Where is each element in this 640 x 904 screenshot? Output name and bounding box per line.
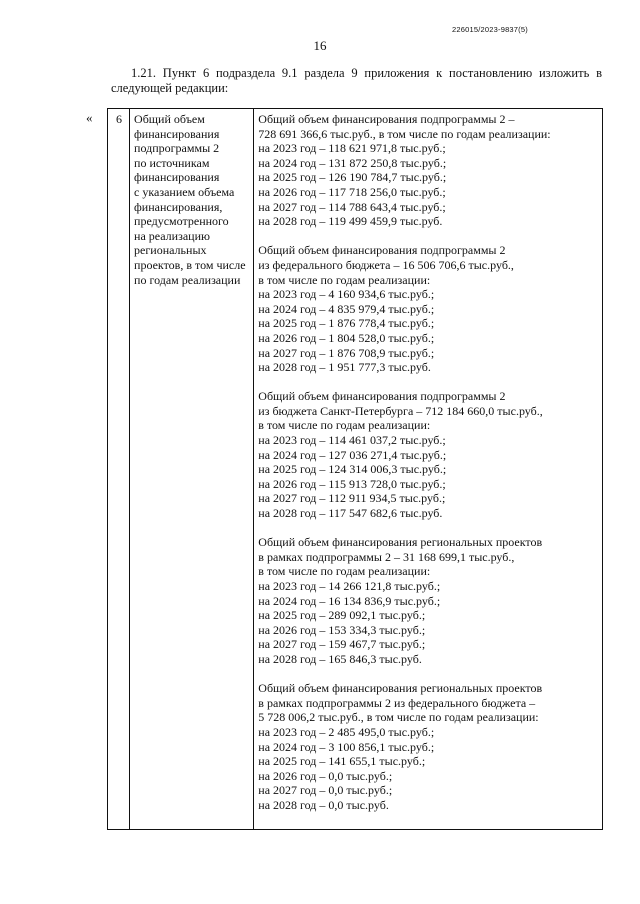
- financing-year-line: на 2028 год – 117 547 682,6 тыс.руб.: [258, 506, 443, 521]
- financing-year-line: на 2028 год – 1 951 777,3 тыс.руб.: [258, 360, 431, 375]
- financing-year-line: на 2023 год – 114 461 037,2 тыс.руб.;: [258, 433, 446, 448]
- financing-block-title: Общий объем финансирования подпрограммы 2 из бюджета Санкт-Петербурга – 712 184 660,0 тыс.руб., в том числе по годам реализации:: [258, 389, 543, 433]
- financing-year-line: на 2028 год – 119 499 459,9 тыс.руб.: [258, 214, 443, 229]
- financing-year-line: на 2023 год – 2 485 495,0 тыс.руб.;: [258, 724, 435, 739]
- financing-year-line: на 2025 год – 124 314 006,3 тыс.руб.;: [258, 462, 447, 477]
- row-value-cell: [254, 109, 603, 830]
- financing-block-title: Общий объем финансирования региональных проектов в рамках подпрограммы 2 – 31 168 699,1 тыс.руб., в том числе по годам реализации:: [258, 535, 543, 579]
- financing-year-line: на 2026 год – 1 804 528,0 тыс.руб.;: [258, 330, 435, 345]
- financing-year-line: на 2025 год – 126 190 784,7 тыс.руб.;: [258, 170, 447, 185]
- financing-year-line: на 2025 год – 141 655,1 тыс.руб.;: [258, 754, 426, 769]
- financing-block: [258, 112, 599, 229]
- financing-year-line: на 2026 год – 117 718 256,0 тыс.руб.;: [258, 184, 446, 199]
- financing-block: [258, 243, 599, 374]
- opening-quote-mark: «: [86, 110, 93, 125]
- financing-block: [258, 389, 599, 520]
- financing-year-line: на 2024 год – 127 036 271,4 тыс.руб.;: [258, 447, 447, 462]
- financing-year-line: на 2023 год – 118 621 971,8 тыс.руб.;: [258, 141, 446, 156]
- financing-year-line: на 2025 год – 289 092,1 тыс.руб.;: [258, 608, 426, 623]
- row-number: 6: [108, 109, 130, 830]
- financing-year-line: на 2027 год – 1 876 708,9 тыс.руб.;: [258, 345, 435, 360]
- financing-table: [107, 108, 603, 830]
- financing-year-line: на 2026 год – 153 334,3 тыс.руб.;: [258, 622, 426, 637]
- financing-block-title: Общий объем финансирования региональных проектов в рамках подпрограммы 2 из федерального бюджета – 5 728 006,2 тыс.руб., в том числе по годам реализации:: [258, 681, 543, 725]
- row-label-cell: [130, 109, 254, 830]
- table-row: [108, 109, 603, 830]
- page-number: 16: [313, 38, 327, 53]
- financing-year-line: на 2028 год – 165 846,3 тыс.руб.: [258, 651, 422, 666]
- financing-year-line: на 2027 год – 0,0 тыс.руб.;: [258, 783, 393, 798]
- financing-year-line: на 2025 год – 1 876 778,4 тыс.руб.;: [258, 316, 435, 331]
- financing-year-line: на 2024 год – 3 100 856,1 тыс.руб.;: [258, 739, 435, 754]
- financing-year-line: на 2024 год – 16 134 836,9 тыс.руб.;: [258, 593, 441, 608]
- financing-year-line: на 2027 год – 159 467,7 тыс.руб.;: [258, 637, 426, 652]
- amendment-intro-paragraph: 1.21. Пункт 6 подраздела 9.1 раздела 9 приложения к постановлению изложить в следующей редакции:: [111, 66, 602, 95]
- financing-block-title: Общий объем финансирования подпрограммы 2 – 728 691 366,6 тыс.руб., в том числе по годам реализации:: [258, 112, 551, 141]
- financing-year-line: на 2023 год – 14 266 121,8 тыс.руб.;: [258, 579, 441, 593]
- financing-blocks: [258, 112, 599, 813]
- financing-block: [258, 535, 599, 666]
- financing-year-line: на 2024 год – 4 835 979,4 тыс.руб.;: [258, 301, 435, 316]
- financing-year-line: на 2026 год – 115 913 728,0 тыс.руб.;: [258, 476, 446, 491]
- financing-block-title: Общий объем финансирования подпрограммы 2 из федерального бюджета – 16 506 706,6 тыс.руб., в том числе по годам реализации:: [258, 243, 514, 287]
- row-label-text: Общий объем финансирования подпрограммы 2 по источникам финансирования с указанием объема финансирования, предусмотренного на реализацию региональных проектов, в том числе по годам реализации: [134, 112, 246, 287]
- document-registration-number: 226015/2023-9837(5): [452, 25, 528, 34]
- financing-year-line: на 2027 год – 114 788 643,4 тыс.руб.;: [258, 199, 446, 214]
- financing-year-line: на 2028 год – 0,0 тыс.руб.: [258, 797, 389, 812]
- financing-year-line: на 2027 год – 112 911 934,5 тыс.руб.;: [258, 491, 446, 506]
- financing-year-line: на 2024 год – 131 872 250,8 тыс.руб.;: [258, 155, 447, 170]
- financing-year-line: на 2026 год – 0,0 тыс.руб.;: [258, 768, 393, 783]
- financing-block: [258, 681, 599, 812]
- financing-year-line: на 2023 год – 4 160 934,6 тыс.руб.;: [258, 287, 435, 302]
